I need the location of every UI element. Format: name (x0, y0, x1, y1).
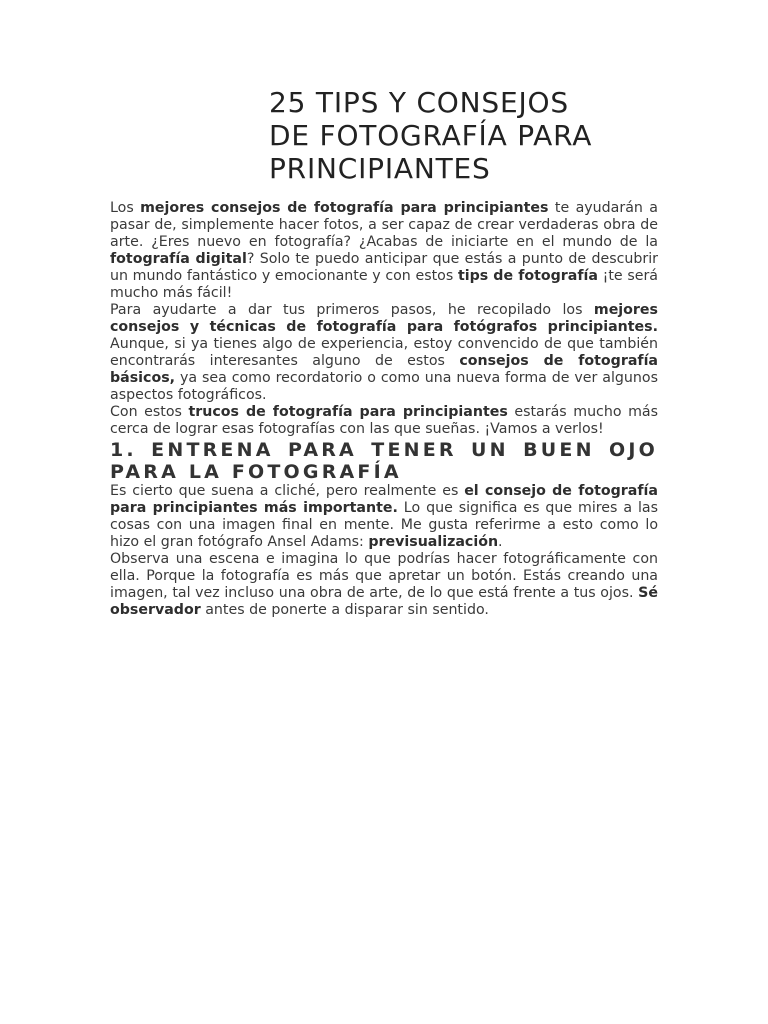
section-1-paragraph-1 (110, 483, 658, 551)
text-segment: . (498, 534, 503, 550)
text-segment: antes de ponerte a disparar sin sentido. (200, 602, 489, 618)
title-line-2: DE FOTOGRAFÍA PARA (269, 119, 593, 152)
intro-paragraph-2 (110, 302, 658, 404)
text-segment: Aunque, si ya tienes algo de experiencia, estoy convencido de que también encontrarás interesantes alguno de estos (110, 336, 658, 369)
title-line-3: PRINCIPIANTES (269, 152, 491, 185)
bold-segment: el consejo de fotografía para principiantes más importante. (110, 483, 658, 516)
text-segment: ? Solo te puedo anticipar que estás a punto de descubrir un mundo fantástico y emocionante y con estos (110, 251, 659, 284)
text-segment: Lo que significa es que mires a las cosas con una imagen final en mente. Me gusta referirme a esto como lo hizo el gran fotógrafo Ansel Adams: (110, 500, 658, 550)
text-segment: Para ayudarte a dar tus primeros pasos, he recopilado los (110, 302, 594, 318)
section-1-heading: 1. ENTRENA PARA TENER UN BUEN OJO PARA LA FOTOGRAFÍA (110, 439, 658, 483)
bold-segment: tips de fotografía (457, 268, 598, 284)
bold-segment: Sé observador (110, 585, 658, 618)
text-segment: Observa una escena e imagina lo que podrías hacer fotográficamente con ella. Porque la fotografía es más que apretar un botón. Estás creando una imagen, tal vez incluso una obra de arte, de lo que está frente a tus ojos. (110, 551, 658, 601)
text-segment: estarás mucho más cerca de lograr esas fotografías con las que sueñas. ¡Vamos a verlos! (110, 404, 659, 437)
text-segment: ya sea como recordatorio o como una nueva forma de ver algunos aspectos fotográficos. (110, 370, 658, 403)
bold-segment: previsualización (368, 534, 499, 550)
bold-segment: fotografía digital (110, 251, 247, 267)
text-segment: ¡te será mucho más fácil! (110, 268, 658, 301)
text-segment: Con estos (110, 404, 189, 420)
document-title (269, 86, 669, 185)
section-1-paragraph-2 (110, 551, 658, 619)
text-segment: Los (110, 200, 141, 216)
intro-paragraph-3 (110, 404, 658, 438)
bold-segment: trucos de fotografía para principiantes (188, 404, 508, 420)
intro-paragraph-1 (110, 200, 658, 302)
document-body (110, 200, 658, 619)
bold-segment: consejos de fotografía básicos, (110, 353, 659, 386)
title-line-1: 25 TIPS Y CONSEJOS (269, 86, 569, 119)
bold-segment: mejores consejos de fotografía para principiantes (140, 200, 549, 216)
text-segment: te ayudarán a pasar de, simplemente hacer fotos, a ser capaz de crear verdaderas obra de arte. ¿Eres nuevo en fotografía? ¿Acabas de iniciarte en el mundo de la (110, 200, 658, 250)
bold-segment: mejores consejos y técnicas de fotografía para fotógrafos principiantes. (110, 302, 658, 335)
text-segment: Es cierto que suena a cliché, pero realmente es (110, 483, 465, 499)
